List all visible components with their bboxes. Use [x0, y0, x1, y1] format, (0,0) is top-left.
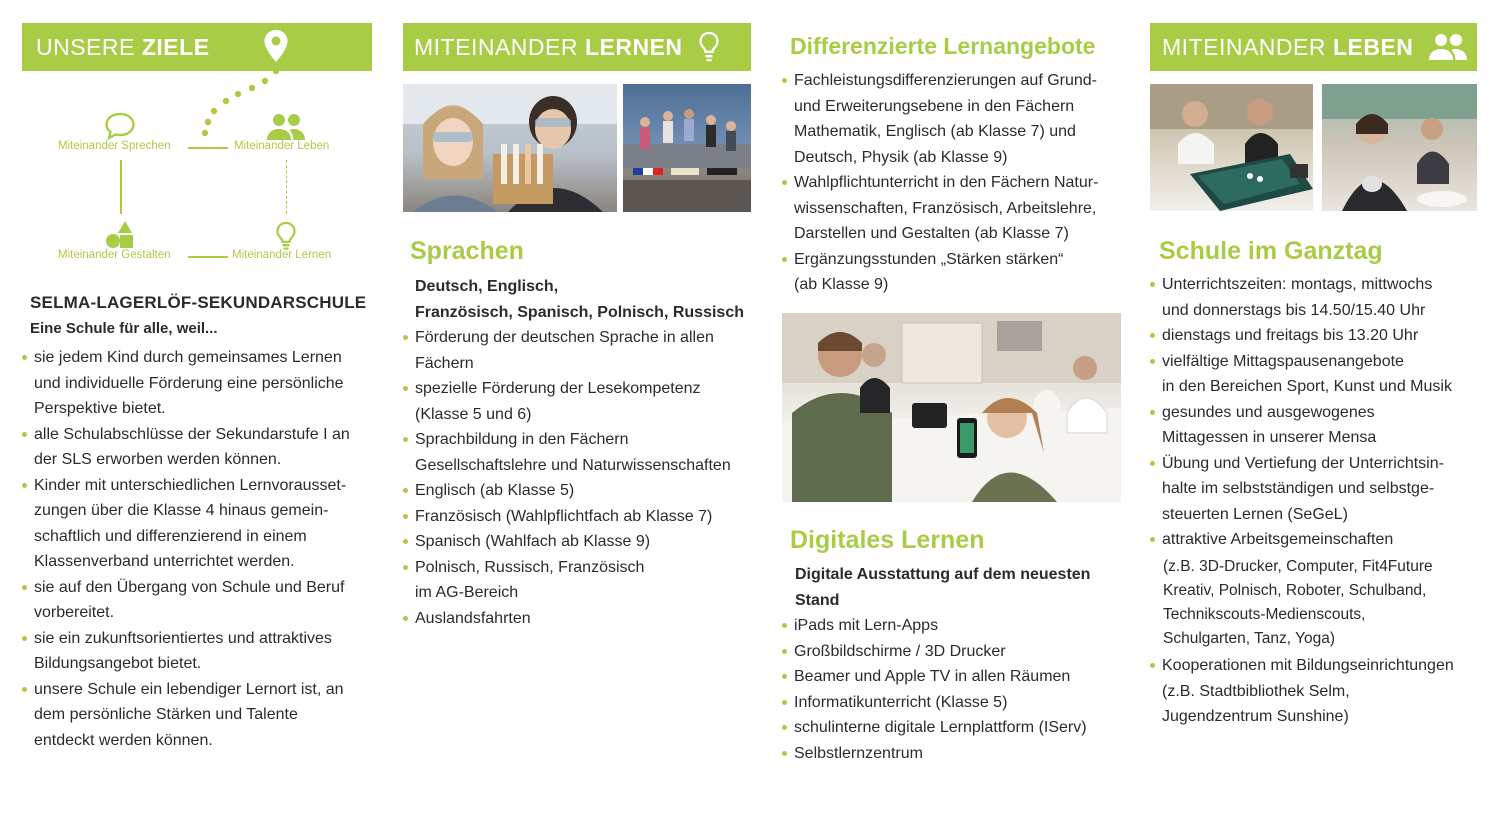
list-item: Fachleistungsdifferenzierungen auf Grund- und Erweiterungsebene in den Fächern Mathematik, Englisch (ab Klasse 7) und Deutsch, Physik (ab Klasse 9) [782, 68, 1132, 170]
list-item: Ergänzungsstunden „Stärken stärken“ (ab Klasse 9) [782, 247, 1132, 298]
list-item: Beamer und Apple TV in allen Räumen [782, 664, 1132, 690]
list-item: Polnisch, Russisch, Französisch im AG-Bereich [403, 555, 763, 606]
banner-bold-text: ZIELE [141, 33, 210, 60]
list-item: vielfältige Mittagspausenangebote in den Bereichen Sport, Kunst und Musik [1150, 349, 1490, 400]
banner-bold-text: LERNEN [584, 33, 683, 60]
list-item: Wahlpflichtunterricht in den Fächern Natur- wissenschaften, Französisch, Arbeitslehre, Darstellen und Gestalten (ab Klasse 7) [782, 170, 1132, 247]
label-lernen: Miteinander Lernen [232, 249, 332, 261]
list-item: sie auf den Übergang von Schule und Beruf vorbereitet. [22, 575, 382, 626]
list-item: sie jedem Kind durch gemeinsames Lernen und individuelle Förderung eine persönliche Perspektive bietet. [22, 345, 382, 422]
tagline: Eine Schule für alle, weil... [30, 320, 218, 337]
list-item: alle Schulabschlüsse der Sekundarstufe I an der SLS erworben werden können. [22, 422, 382, 473]
photo-board-game [1150, 84, 1313, 211]
list-item: Förderung der deutschen Sprache in allen Fächern [403, 325, 763, 376]
heading-schule-im-ganztag: Schule im Ganztag [1159, 237, 1383, 265]
list-item: Kooperationen mit Bildungseinrichtungen (z.B. Stadtbibliothek Selm, Jugendzentrum Sunshine) [1150, 653, 1495, 730]
banner-miteinander-lernen [403, 23, 751, 71]
list-item: Spanisch (Wahlfach ab Klasse 9) [403, 529, 763, 555]
list-item: Unterrichtszeiten: montags, mittwochs und donnerstags bis 14.50/15.40 Uhr [1150, 272, 1490, 323]
list-item: Großbildschirme / 3D Drucker [782, 639, 1132, 665]
photo-science-lab [403, 84, 617, 212]
heading-sprachen: Sprachen [410, 237, 524, 265]
list-item: Informatikunterricht (Klasse 5) [782, 690, 1132, 716]
heading-digitales-lernen: Digitales Lernen [790, 526, 985, 554]
list-item: spezielle Förderung der Lesekompetenz (Klasse 5 und 6) [403, 376, 763, 427]
heading-differenzierte-lernangebote: Differenzierte Lernangebote [790, 33, 1096, 59]
list-item: Französisch (Wahlpflichtfach ab Klasse 7) [403, 504, 763, 530]
banner-bold-text: LEBEN [1332, 33, 1414, 60]
connector-top [188, 147, 228, 149]
list-item: sie ein zukunftsorientiertes und attraktives Bildungsangebot bietet. [22, 626, 382, 677]
photo-tablet-class [782, 313, 1121, 502]
differenzierung-list [782, 68, 1132, 298]
sprachen-subtitle: Deutsch, Englisch, Französisch, Spanisch, Polnisch, Russisch [415, 278, 744, 321]
ganztag-list [1150, 272, 1490, 553]
list-item: Kinder mit unterschiedlichen Lernvorausset- zungen über die Klasse 4 hinaus gemein- schaftlich und differenzierend in einem Klassenverband unterrichtet werden. [22, 473, 382, 575]
banner-light-text: UNSERE [36, 33, 135, 60]
connector-bottom [188, 256, 228, 258]
list-item: Übung und Vertiefung der Unterrichtsin- halte im selbstständigen und selbstge- steuerten Lernen (SeGeL) [1150, 451, 1490, 528]
connector-right [286, 160, 287, 214]
lightbulb-icon [698, 31, 720, 69]
label-sprechen: Miteinander Sprechen [58, 140, 171, 152]
list-item: dienstags und freitags bis 13.20 Uhr [1150, 323, 1490, 349]
list-item: Sprachbildung in den Fächern Gesellschaftslehre und Naturwissenschaften [403, 427, 763, 478]
label-leben: Miteinander Leben [234, 140, 330, 152]
sprachen-list [403, 325, 763, 631]
label-gestalten: Miteinander Gestalten [58, 249, 171, 261]
list-item: Selbstlernzentrum [782, 741, 1132, 767]
kooperationen-list [1150, 653, 1495, 730]
digital-list [782, 613, 1132, 766]
list-item: attraktive Arbeitsgemeinschaften [1150, 527, 1490, 553]
list-item: schulinterne digitale Lernplattform (IServ) [782, 715, 1132, 741]
photo-mensa [1322, 84, 1477, 211]
list-item: Auslandsfahrten [403, 606, 763, 632]
digital-subtitle: Digitale Ausstattung auf dem neuesten Stand [795, 566, 1091, 609]
ag-details: (z.B. 3D-Drucker, Computer, Fit4Future Kreativ, Polnisch, Roboter, Schulband, Technikscouts-Medienscouts, Schulgarten, Tanz, Yoga) [1163, 558, 1433, 647]
banner-miteinander-leben [1150, 23, 1477, 71]
school-name: SELMA-LAGERLÖF-SEKUNDARSCHULE [30, 293, 367, 312]
list-item: unsere Schule ein lebendiger Lernort ist, an dem persönliche Stärken und Talente entdeckt werden können. [22, 677, 382, 754]
list-item: iPads mit Lern-Apps [782, 613, 1132, 639]
banner-light-text: MITEINANDER [414, 33, 578, 60]
photo-flags-jump [623, 84, 751, 212]
goals-list [22, 345, 382, 753]
people-icon [1428, 33, 1468, 67]
banner-light-text: MITEINANDER [1162, 33, 1326, 60]
location-pin-icon [263, 29, 289, 69]
list-item: Englisch (ab Klasse 5) [403, 478, 763, 504]
connector-left [120, 160, 122, 214]
list-item: gesundes und ausgewogenes Mittagessen in unserer Mensa [1150, 400, 1490, 451]
